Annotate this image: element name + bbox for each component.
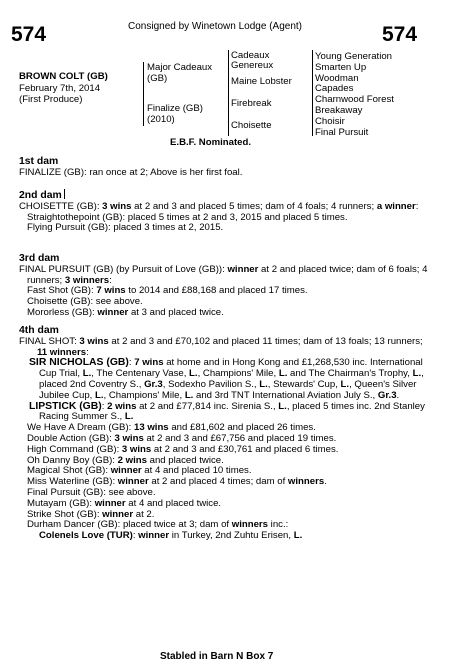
pedigree-dam-sire: Firebreak [231, 98, 272, 109]
listed-bold: L. [259, 378, 268, 390]
winners-bold: 11 winners [37, 346, 87, 358]
pedigree-sire-dam: Maine Lobster [231, 76, 292, 87]
text-run: at 2 and 3 and placed 5 times; dam of 4 foals; 4 runners; [131, 200, 377, 212]
text-cursor-icon [64, 189, 65, 199]
listed-bold: L. [293, 530, 303, 542]
text-run: at home and in Hong Kong and £1,268,530 inc. International Cup Trial, [39, 357, 423, 380]
text-run: at 2 and 3 and £70,102 and placed 11 times; dam of 13 foals; 13 runners; [108, 335, 423, 347]
first-dam-section [19, 157, 434, 179]
text-run: , Queen's Silver Jubilee Cup, [39, 378, 417, 401]
pedigree-sire: Major Cadeaux (GB) [147, 62, 213, 84]
pedigree-gen3-item: Final Pursuit [315, 126, 369, 138]
winner-bold: a winner [376, 200, 416, 212]
winners-bold: winners [231, 519, 269, 531]
text-run: Strike Shot (GB): [27, 508, 103, 520]
fourth-dam-title: 4th dam [19, 325, 59, 336]
text-run: inc.: [268, 519, 289, 531]
pedigree-gen3-item: Smarten Up [315, 61, 367, 73]
pedigree-gen3-item: Capades [315, 83, 354, 95]
text-run: Mutayam (GB): [27, 497, 95, 509]
fourth-dam-section [19, 326, 434, 542]
third-dam-main [19, 265, 434, 287]
text-run: Choisette (GB): see above. [27, 296, 143, 308]
text-run: Fast Shot (GB): [27, 285, 97, 297]
text-run: FINAL SHOT: [19, 335, 80, 347]
pedigree-bracket-1 [143, 62, 144, 126]
stabling-info: Stabled in Barn N Box 7 [160, 651, 274, 662]
second-dam-progeny-1: Straightothepoint (GB): placed 5 times at 2 and 3, 2015 and placed 5 times. [27, 211, 348, 223]
third-dam-progeny-3 [19, 308, 434, 319]
wins-bold: 2 wins [117, 454, 147, 466]
wins-bold: 2 wins [107, 400, 137, 412]
text-run: , Sodexho Pavilion S., [162, 378, 260, 390]
fourth-dam-main [19, 337, 434, 359]
wins-bold: 7 wins [96, 285, 126, 297]
text-run: , Champions' Mile, [103, 389, 185, 401]
wins-bold: 3 wins [114, 432, 144, 444]
horse-name: BROWN COLT (GB) [19, 71, 108, 82]
pedigree-gen3-item: Woodman [315, 72, 359, 84]
text-run: at 2. [133, 508, 155, 520]
text-run: : [86, 346, 89, 358]
wins-bold: 13 wins [133, 422, 169, 434]
horse-note: (First Produce) [19, 94, 83, 105]
text-run: , The Centenary Vase, [91, 368, 190, 380]
pedigree-gen3-item: Charnwood Forest [315, 94, 394, 106]
text-run: at 2 and £77,814 inc. Sirenia S., [136, 400, 279, 412]
pedigree-dam: Finalize (GB) (2010) [147, 103, 203, 125]
second-dam-progeny-2: Flying Pursuit (GB): placed 3 times at 2, 2015. [27, 222, 224, 234]
text-run: CHOISETTE (GB): [19, 200, 103, 212]
lipstick-entry [19, 402, 434, 424]
wins-bold: 3 wins [121, 443, 152, 455]
text-run: Mororless (GB): [27, 306, 98, 318]
text-run: at 2 and placed 4 times; dam of [148, 476, 288, 488]
winner-bold: winner [102, 508, 134, 520]
text-run: Oh Danny Boy (GB): [27, 454, 118, 466]
text-run: Double Action (GB): [27, 432, 115, 444]
listed-bold: L. [82, 368, 92, 380]
text-run: We Have A Dream (GB): [27, 422, 134, 434]
winners-bold: 3 winners [64, 274, 110, 286]
pedigree-gen3-item: Young Generation [315, 51, 392, 62]
lot-number-left: 574 [11, 23, 47, 46]
horse-foaled: February 7th, 2014 [19, 83, 101, 94]
wins-bold: 3 wins [102, 200, 132, 212]
text-run: Final Pursuit (GB): see above. [27, 486, 156, 498]
pedigree-gen3-item: Choisir [315, 115, 345, 127]
sir-nicholas-entry [19, 358, 434, 401]
text-run: at 2 and placed twice; dam of 6 foals; 4 runners; [27, 263, 428, 286]
listed-bold: L. [189, 368, 198, 380]
text-run: . [396, 389, 400, 401]
winner-bold: winner [227, 263, 259, 275]
text-run: FINAL PURSUIT (GB) (by Pursuit of Love (GB)): [19, 263, 228, 275]
listed-bold: L. [278, 400, 287, 412]
second-dam-section [19, 189, 434, 234]
pedigree-bracket-3 [312, 50, 313, 136]
text-run: . [324, 476, 327, 488]
third-dam-title: 3rd dam [19, 253, 60, 264]
colenels-love-name: Colenels Love (TUR) [39, 530, 133, 542]
second-dam-title-text: 2nd dam [19, 190, 62, 201]
pedigree-dam-dam: Choisette [231, 120, 272, 131]
text-run: : [109, 274, 112, 286]
listed-bold: L. [412, 368, 422, 380]
winners-bold: winners [287, 476, 325, 488]
listed-bold: L. [95, 389, 104, 401]
text-run: at 2 and 3 and £67,756 and placed 19 times. [143, 432, 337, 444]
consignor: Consigned by Winetown Lodge (Agent) [128, 21, 302, 32]
listed-bold: L. [340, 378, 350, 390]
text-run: in Turkey, 2nd Zuhtu Erisen, [169, 530, 294, 542]
fourth-dam-progeny [19, 423, 434, 531]
text-run: Durham Dancer (GB): placed twice at 3; dam of [27, 519, 232, 531]
text-run: and £81,602 and placed 26 times. [168, 422, 316, 434]
sir-nicholas-name: SIR NICHOLAS (GB) [29, 357, 129, 369]
winner-bold: winner [138, 530, 170, 542]
text-run: and 3rd TNT International Aviation July S., [193, 389, 378, 401]
pedigree-bracket-2 [228, 50, 229, 136]
text-run: Miss Waterline (GB): [27, 476, 118, 488]
text-run: , placed 5 times inc. 2nd Stanley Racing Summer S., [39, 400, 425, 423]
text-run: : [132, 530, 139, 542]
wins-bold: 7 wins [134, 357, 164, 369]
text-run: , Stewards' Cup, [267, 378, 341, 390]
pedigree-gen3-item: Breakaway [315, 104, 363, 116]
winner-bold: winner [94, 497, 126, 509]
text-run: , Champions' Mile, [197, 368, 279, 380]
pedigree-gen3 [315, 52, 394, 138]
third-dam-section [19, 254, 434, 319]
text-run: Magical Shot (GB): [27, 465, 111, 477]
text-run: at 4 and placed twice. [125, 497, 222, 509]
winner-bold: winner [117, 476, 149, 488]
listed-bold: L. [278, 368, 288, 380]
wins-bold: 3 wins [79, 335, 109, 347]
listed-bold: L. [184, 389, 194, 401]
listed-bold: L. [124, 411, 134, 423]
text-run: : [128, 357, 135, 369]
text-run: at 4 and placed 10 times. [141, 465, 252, 477]
first-dam-text: FINALIZE (GB): ran once at 2; Above is her first foal. [19, 166, 243, 178]
group-bold: Gr.3 [377, 389, 397, 401]
ebf-nomination: E.B.F. Nominated. [170, 137, 252, 148]
lot-number-right: 574 [382, 23, 418, 46]
text-run: : [415, 200, 419, 212]
second-dam-main [19, 202, 434, 213]
text-run: and The Chairman's Trophy, [287, 368, 413, 380]
first-dam-title: 1st dam [19, 156, 59, 167]
text-run: at 2 and 3 and £30,761 and placed 6 times. [151, 443, 339, 455]
text-run: : [101, 400, 108, 412]
text-run: High Command (GB): [27, 443, 122, 455]
group-bold: Gr.3 [144, 378, 163, 390]
colenels-love-entry [19, 531, 434, 542]
text-run: and placed twice. [146, 454, 224, 466]
text-run: at 3 and placed twice. [128, 306, 224, 318]
text-run: to 2014 and £88,168 and placed 17 times. [125, 285, 308, 297]
text-run: , placed 2nd Coventry S., [39, 368, 424, 390]
pedigree-sire-sire: Cadeaux Genereux [231, 50, 274, 71]
winner-bold: winner [97, 306, 129, 318]
lipstick-name: LIPSTICK (GB) [29, 400, 102, 412]
winner-bold: winner [110, 465, 142, 477]
